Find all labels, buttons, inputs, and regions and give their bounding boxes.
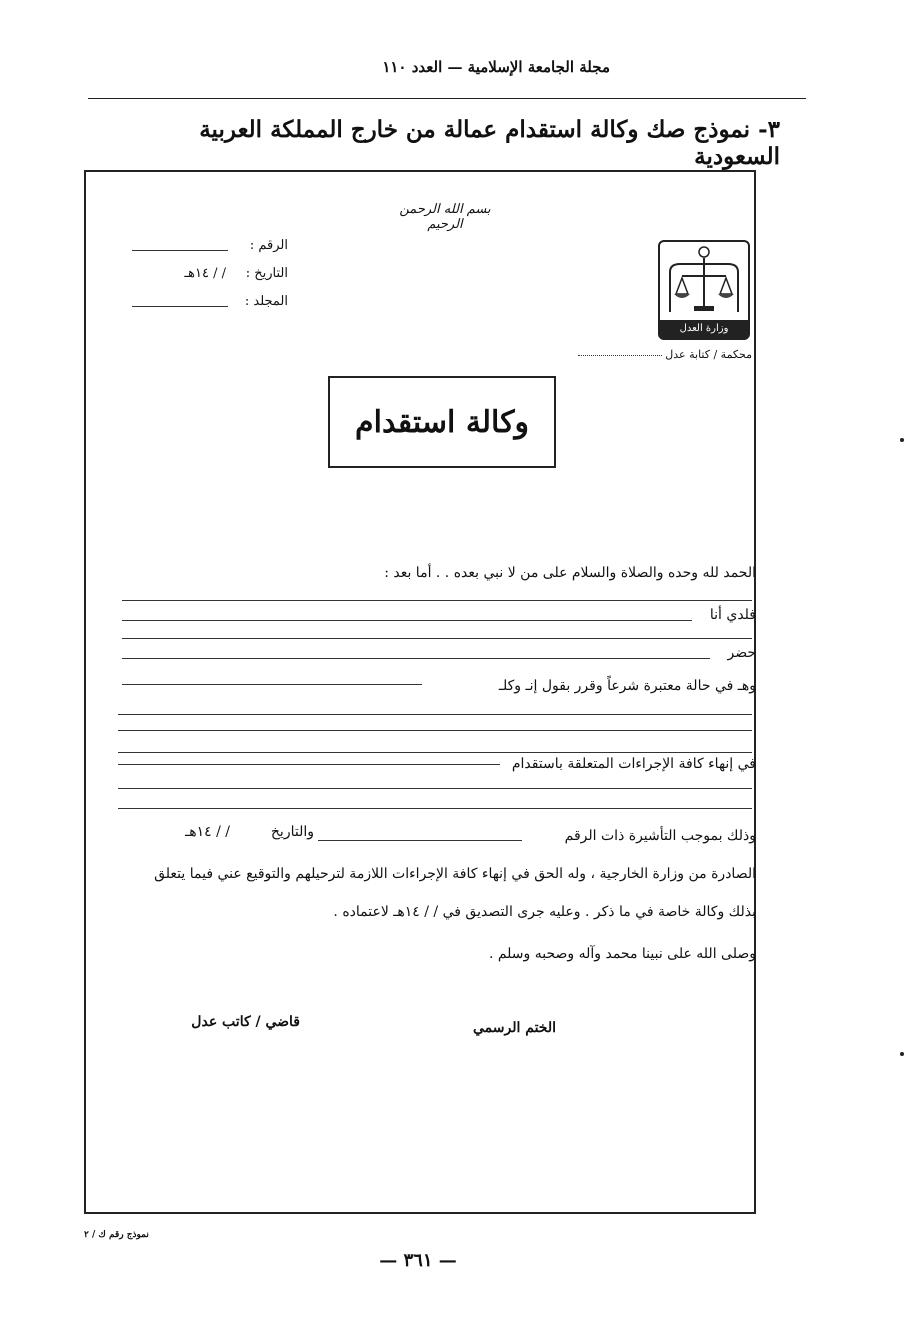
court-field <box>556 348 752 361</box>
fill-line-3 <box>122 638 752 639</box>
fill-line-11 <box>118 808 752 809</box>
fill-line-4 <box>122 658 710 659</box>
form-code: نموذج رقم ك / ٢ <box>84 1230 149 1240</box>
document-title-box <box>328 376 556 468</box>
court-label: محكمة / كتابة عدل <box>665 348 752 361</box>
official-seal-label: الختم الرسمي <box>473 1020 556 1036</box>
fill-line-10 <box>118 788 752 789</box>
basmala: بسم الله الرحمن الرحيم <box>399 202 491 232</box>
fill-line-7 <box>118 730 752 731</box>
scales-emblem-icon <box>660 242 748 320</box>
number-line <box>132 250 228 251</box>
logo-caption: وزارة العدل <box>660 320 748 338</box>
volume-line <box>132 306 228 307</box>
fill-line-6 <box>118 714 752 715</box>
opening-text: الحمد لله وحده والصلاة والسلام على من لا نبي بعده . . أما بعد : <box>384 565 756 581</box>
fill-line-8 <box>118 752 752 753</box>
page-number: — ٣٦١ — <box>379 1250 457 1271</box>
fill-line-1 <box>122 600 752 601</box>
judge-notary-label: قاضي / كاتب عدل <box>191 1014 300 1030</box>
volume-field <box>120 294 288 316</box>
hadar-label: حضر <box>727 645 756 661</box>
date-field <box>120 266 288 288</box>
document-title: وكالة استقدام <box>355 404 529 440</box>
fa-ladaya-label: فلدي أنا <box>709 607 756 623</box>
fill-line-2 <box>122 620 692 621</box>
visa-number-label: وذلك بموجب التأشيرة ذات الرقم <box>564 828 756 844</box>
visa-number-line <box>318 840 522 841</box>
issued-text: الصادرة من وزارة الخارجية ، وله الحق في إنهاء كافة الإجراءات اللازمة لترحيلهم والتوقيع عني فيما يتعلق <box>154 866 756 882</box>
fi-inhaa-text: في إنهاء كافة الإجراءات المتعلقة باستقدام <box>511 756 756 772</box>
fill-line-9 <box>118 764 500 765</box>
volume-label: المجلد : <box>244 294 288 309</box>
date-label: التاريخ : <box>245 266 288 281</box>
special-agency-text: بذلك وكالة خاصة في ما ذكر . وعليه جرى التصديق في / / ١٤هـ لاعتماده . <box>333 904 756 920</box>
header-divider <box>88 98 806 99</box>
number-field <box>120 238 288 260</box>
date-value: / / ١٤هـ <box>184 266 226 281</box>
section-title: ٣- نموذج صك وكالة استقدام عمالة من خارج المملكة العربية السعودية <box>199 116 780 170</box>
closing-text: وصلى الله على نبينا محمد وآله وصحبه وسلم . <box>488 946 756 962</box>
scan-speck <box>900 438 904 442</box>
court-dotted-line <box>578 355 662 356</box>
visa-date-label: والتاريخ <box>270 824 314 840</box>
visa-date-value: / / ١٤هـ <box>185 824 230 840</box>
wa-huwa-text: وهـ في حالة معتبرة شرعاً وقرر بقول إنـ وكلـ <box>498 678 756 694</box>
ministry-of-justice-logo <box>658 240 750 340</box>
fill-line-5 <box>122 684 422 685</box>
number-label: الرقم : <box>249 238 288 253</box>
scan-speck <box>900 1052 904 1056</box>
journal-header: مجلة الجامعة الإسلامية — العدد ١١٠ <box>382 58 610 76</box>
